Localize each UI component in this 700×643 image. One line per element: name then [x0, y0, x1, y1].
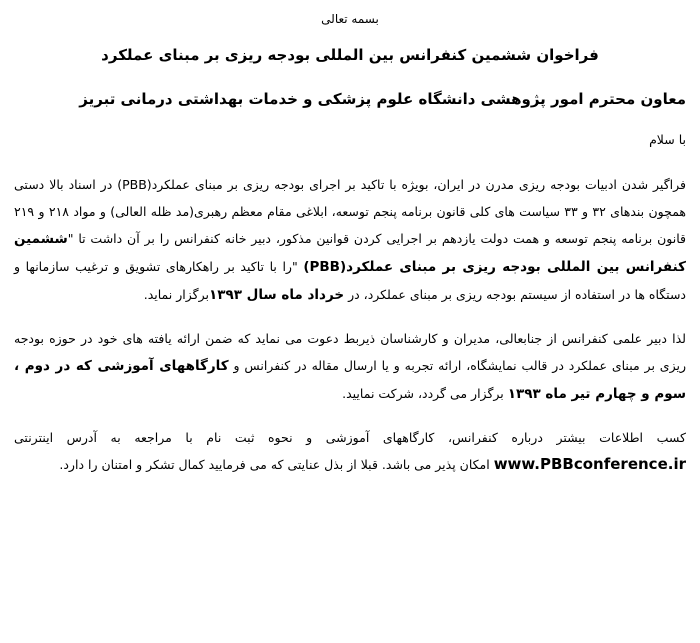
paragraph-2-text-a: لذا دبیر علمی کنفرانس از جنابعالی، مدیران و کارشناسان ذیربط دعوت می نماید که ضمن ارائه یافته های خود در حوزه بودجه ریزی بر مبنای عملکرد در قالب نمایشگاه، ارائه تجربه و یا ارسال مقاله در کنفرانس و [14, 331, 687, 373]
paragraph-1-text-b: در اسناد بالا دستی همچون بندهای ۳۲ و ۳۳ سیاست های کلی قانون برنامه پنجم توسعه، ابلاغی مقام معظم رهبری(مد ظله العالی) و مواد ۲۱۸ و ۲۱۹ قانون برنامه پنجم توسعه و همت دولت یازدهم بر اجرایی کردن قوانین مذکور، دبیر خانه کنفرانس را بر آن داشت تا " [14, 177, 687, 246]
paragraph-1 [14, 171, 686, 309]
paragraph-1-text-d: برگزار نماید. [143, 287, 209, 302]
letter-title: فراخوان ششمین کنفرانس بین المللی بودجه ریزی بر مبنای عملکرد [101, 46, 599, 64]
paragraph-1-text-a: فراگیر شدن ادبیات بودجه ریزی مدرن در ایران، بویژه با تاکید بر اجرای بودجه ریزی بر مبنای عملکرد [151, 177, 686, 192]
paragraph-2 [14, 325, 686, 408]
letter-greeting: با سلام [649, 132, 686, 147]
letter-header: بسمه تعالی [321, 12, 379, 26]
conference-date-bold: خرداد ماه سال ۱۳۹۳ [208, 287, 345, 303]
paragraph-2-text-b: برگزار می گردد، شرکت نمایید. [342, 386, 508, 401]
conference-name-bold: ششمین کنفرانس بین المللی بودجه ریزی بر مبنای عملکرد(PBB) [14, 231, 686, 275]
conference-website-link[interactable]: www.PBBconference.ir [493, 455, 686, 473]
workshop-dates-bold: کارگاههای آموزشی که در دوم ، سوم و چهارم تیر ماه ۱۳۹۳ [14, 358, 686, 402]
letter-recipient: معاون محترم امور پژوهشی دانشگاه علوم پزشکی و خدمات بهداشتی درمانی تبریز [79, 90, 686, 108]
paragraph-1-text-c: "را با تاکید بر راهکارهای تشویق و ترغیب سازمانها و دستگاه ها در استفاده از سیستم بودجه ریزی بر مبنای عملکرد، در [14, 259, 686, 302]
paragraph-3 [14, 424, 686, 478]
pbb-abbreviation: (PBB) [117, 177, 152, 192]
paragraph-3-text-a: کسب اطلاعات بیشتر درباره کنفرانس، کارگاههای آموزشی و نحوه ثبت نام با مراجعه به آدرس اینترنتی [14, 430, 686, 445]
paragraph-3-text-b: امکان پذیر می باشد. قبلا از بذل عنایتی که می فرمایید کمال تشکر و امتنان را دارد. [59, 457, 494, 472]
